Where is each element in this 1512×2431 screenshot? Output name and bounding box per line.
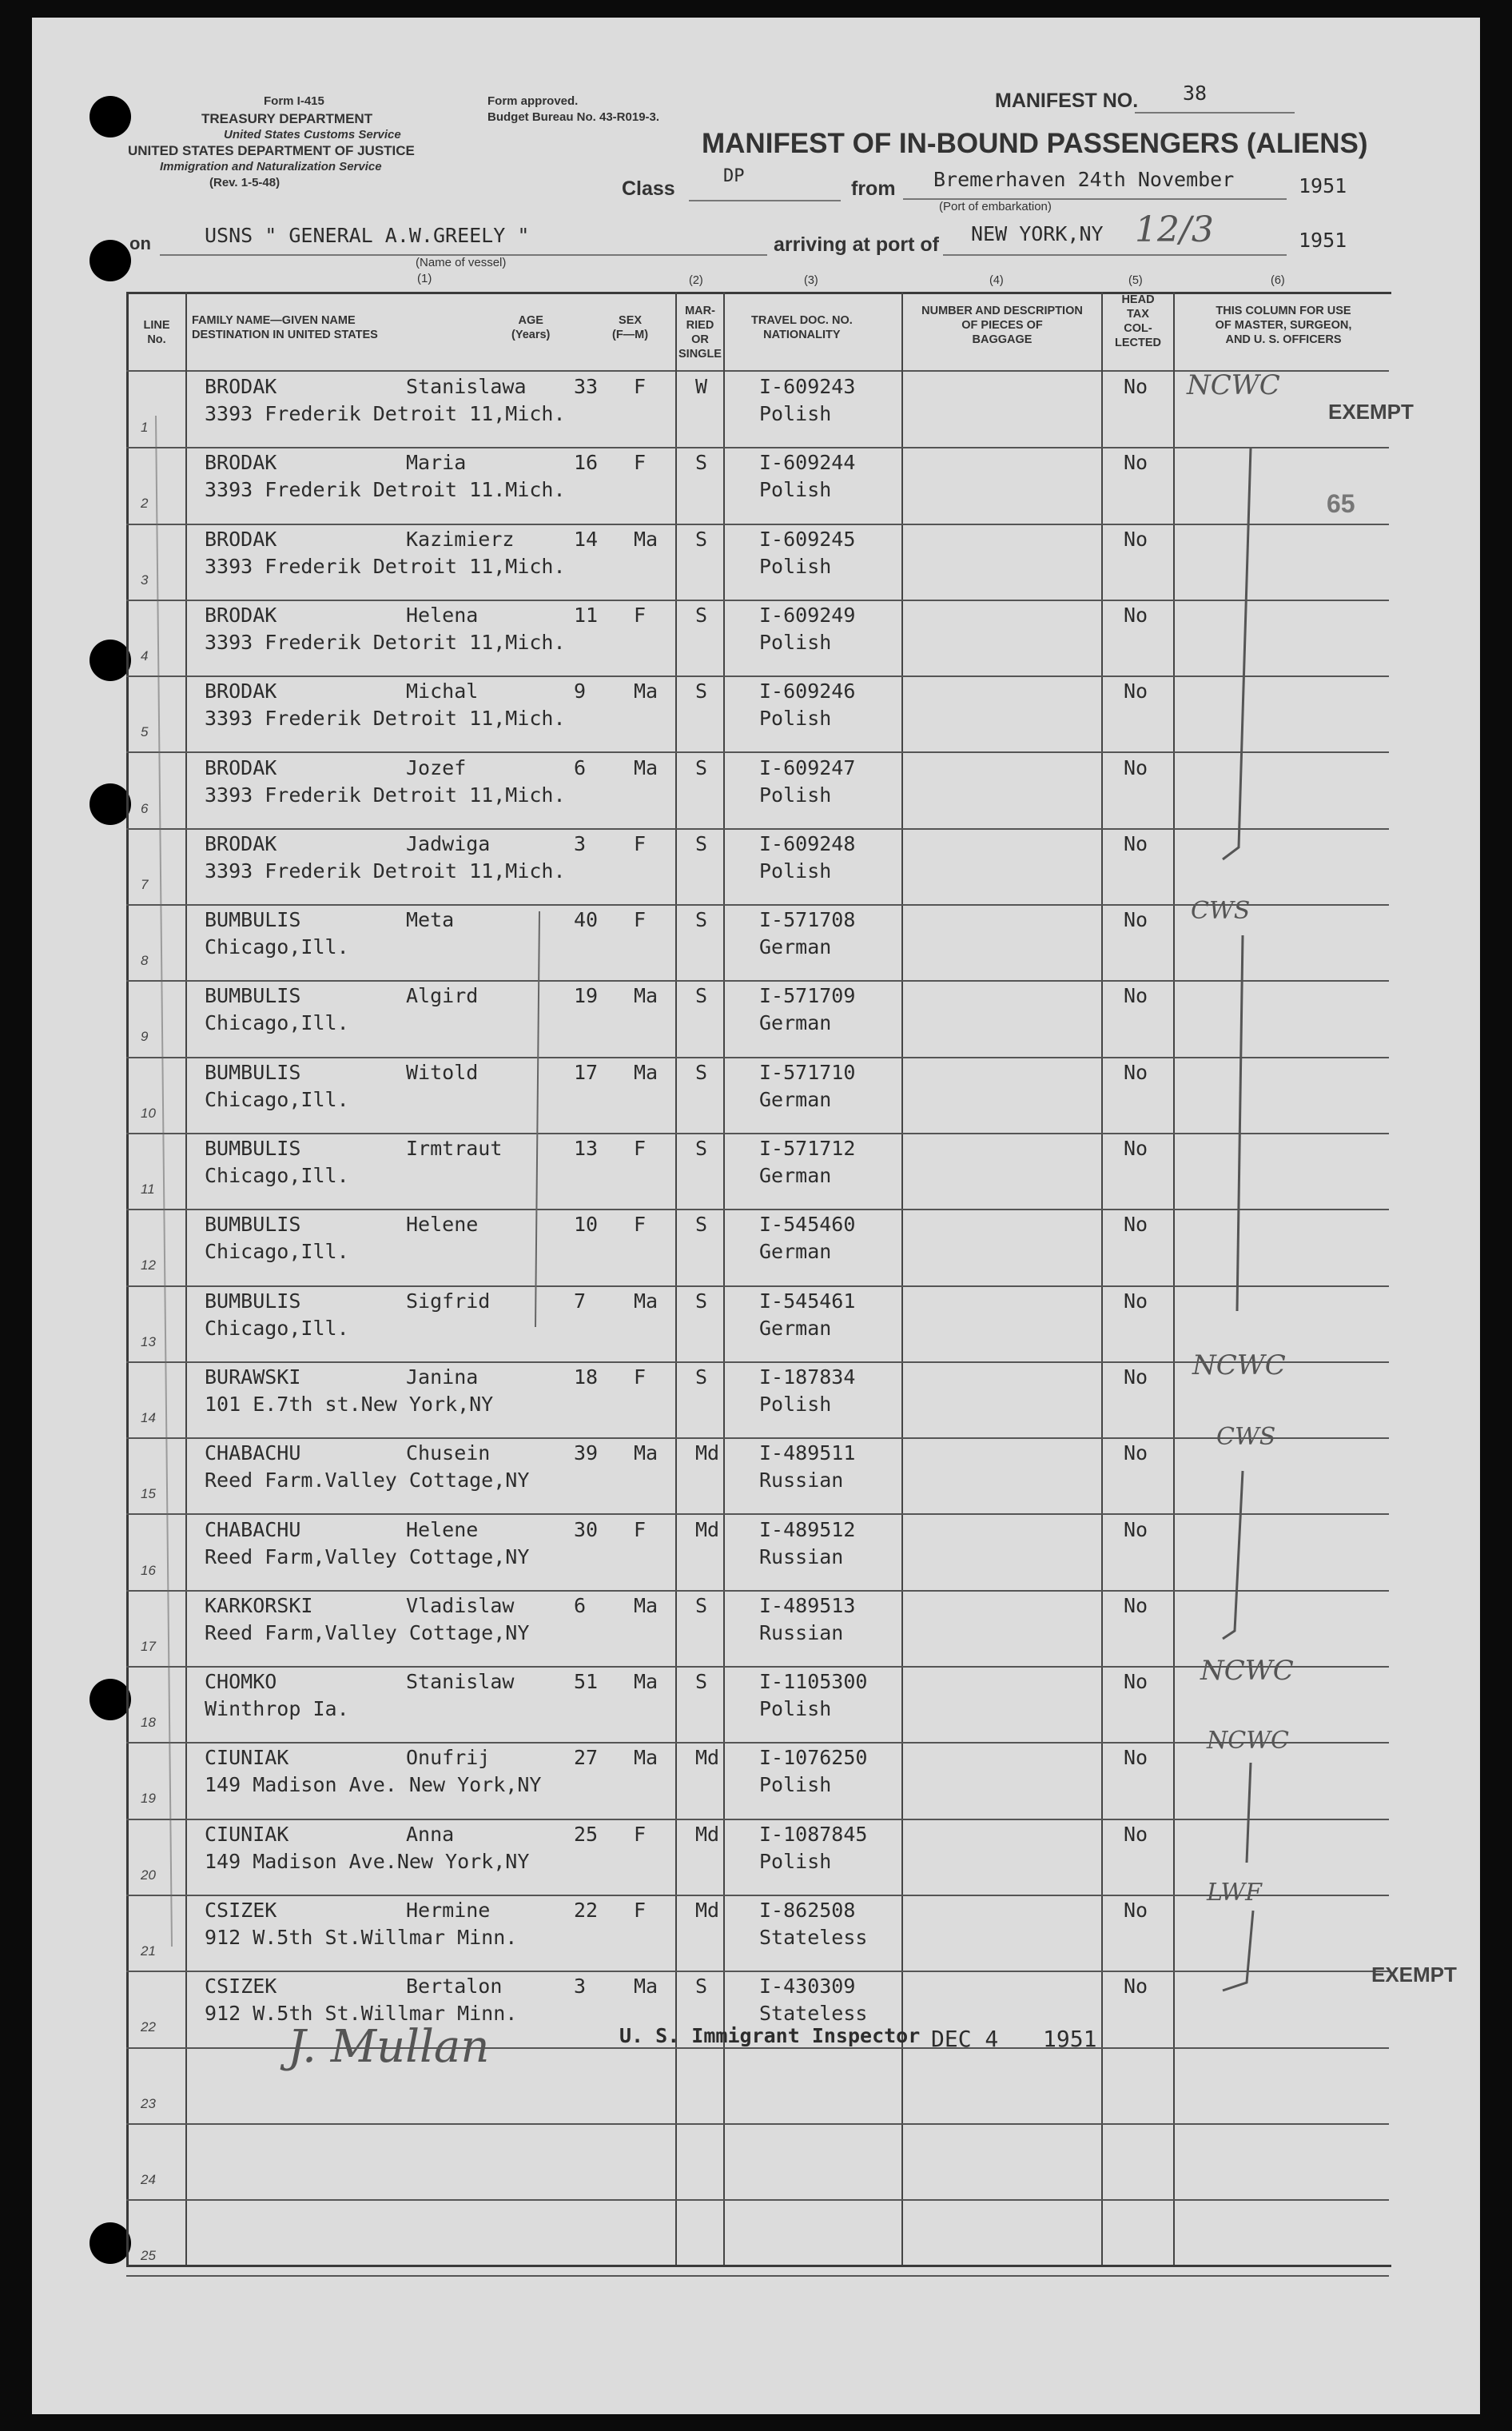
row-nationality: Polish: [759, 783, 832, 807]
row-destination: Chicago,Ill.: [205, 1087, 349, 1111]
row-given-name: Stanislawa: [406, 375, 527, 398]
row-line-number: 18: [141, 1715, 156, 1731]
row-nationality: Polish: [759, 1392, 832, 1416]
row-family-name: CSIZEK: [205, 1899, 277, 1922]
row-given-name: Michal: [406, 679, 479, 703]
row-sex: F: [634, 831, 647, 855]
row-line-number: 1: [141, 420, 149, 435]
form-number: Form I-415: [264, 94, 324, 108]
row-head-tax: No: [1124, 908, 1148, 932]
col-sex: SEX (F—M): [612, 314, 649, 341]
class-label: Class: [622, 177, 675, 200]
row-age: 3: [574, 831, 587, 855]
row-sex: F: [634, 908, 647, 932]
row-family-name: CIUNIAK: [205, 1822, 289, 1846]
row-family-name: BRODAK: [205, 603, 277, 627]
inspector-signature: J. Mullan: [288, 2021, 490, 2073]
year-1: 1951: [1299, 174, 1347, 197]
port-embark-note: (Port of embarkation): [939, 200, 1052, 213]
form-revision: (Rev. 1-5-48): [209, 176, 281, 189]
row-line-number: 22: [141, 2019, 156, 2035]
row-marital-status: S: [695, 984, 708, 1008]
row-given-name: Maria: [406, 451, 467, 475]
row-family-name: CHABACHU: [205, 1441, 301, 1465]
row-travel-doc: I-609246: [759, 679, 856, 703]
row-marital-status: S: [695, 1213, 708, 1237]
row-marital-status: S: [695, 1060, 708, 1084]
row-sex: Ma: [634, 1441, 659, 1465]
manifest-no-label: MANIFEST NO.: [995, 90, 1139, 112]
row-head-tax: No: [1124, 1975, 1148, 1999]
row-sex: Ma: [634, 679, 659, 703]
col-baggage-num: (4): [989, 274, 1004, 287]
row-line-number: 15: [141, 1486, 156, 1502]
row-destination: Reed Farm.Valley Cottage,NY: [205, 1469, 530, 1492]
row-nationality: German: [759, 1087, 832, 1111]
row-travel-doc: I-609248: [759, 831, 856, 855]
row-travel-doc: I-1105300: [759, 1670, 868, 1694]
row-given-name: Helene: [406, 1213, 479, 1237]
col-line-no: LINE No.: [143, 319, 170, 346]
col-age: AGE (Years): [511, 314, 551, 341]
row-destination: 3393 Frederik Detorit 11,Mich.: [205, 630, 566, 654]
row-age: 51: [574, 1670, 599, 1694]
ncwc-note-4: NCWC: [1207, 1727, 1289, 1755]
row-head-tax: No: [1124, 1746, 1148, 1770]
row-age: 17: [574, 1060, 599, 1084]
row-travel-doc: I-489512: [759, 1517, 856, 1541]
row-marital-status: Md: [695, 1746, 720, 1770]
row-age: 10: [574, 1213, 599, 1237]
row-head-tax: No: [1124, 1822, 1148, 1846]
row-head-tax: No: [1124, 679, 1148, 703]
row-sex: Ma: [634, 1975, 659, 1999]
row-destination: Chicago,Ill.: [205, 1164, 349, 1187]
row-family-name: BRODAK: [205, 679, 277, 703]
ncwc-note-1: NCWC: [1187, 369, 1280, 401]
row-nationality: Polish: [759, 1849, 832, 1873]
row-age: 14: [574, 527, 599, 551]
row-marital-status: S: [695, 1593, 708, 1617]
row-sex: Ma: [634, 1060, 659, 1084]
row-family-name: KARKORSKI: [205, 1593, 313, 1617]
row-head-tax: No: [1124, 1365, 1148, 1389]
manifest-no: 38: [1183, 82, 1208, 105]
row-destination: 3393 Frederik Detroit 11,Mich.: [205, 402, 566, 425]
row-family-name: BRODAK: [205, 451, 277, 475]
row-given-name: Janina: [406, 1365, 479, 1389]
budget-bureau: Budget Bureau No. 43-R019-3.: [487, 110, 660, 124]
row-age: 40: [574, 908, 599, 932]
row-age: 30: [574, 1517, 599, 1541]
row-sex: Ma: [634, 527, 659, 551]
row-family-name: BRODAK: [205, 755, 277, 779]
row-family-name: BRODAK: [205, 831, 277, 855]
row-sex: Ma: [634, 984, 659, 1008]
row-destination: 912 W.5th St.Willmar Minn.: [205, 1926, 518, 1949]
from-value: Bremerhaven 24th November: [933, 168, 1235, 191]
row-sex: F: [634, 1365, 647, 1389]
col-name: FAMILY NAME—GIVEN NAME DESTINATION IN UNITED STATES: [192, 314, 378, 341]
row-nationality: Polish: [759, 859, 832, 883]
row-age: 13: [574, 1137, 599, 1160]
row-age: 19: [574, 984, 599, 1008]
row-marital-status: Md: [695, 1441, 720, 1465]
vessel-name: USNS " GENERAL A.W.GREELY ": [205, 224, 530, 247]
row-travel-doc: I-489511: [759, 1441, 856, 1465]
row-sex: F: [634, 451, 647, 475]
row-destination: Chicago,Ill.: [205, 1316, 349, 1340]
row-sex: Ma: [634, 1746, 659, 1770]
row-line-number: 4: [141, 648, 149, 664]
row-marital-status: Md: [695, 1822, 720, 1846]
row-given-name: Jozef: [406, 755, 467, 779]
row-age: 22: [574, 1899, 599, 1922]
row-destination: Chicago,Ill.: [205, 1011, 349, 1035]
row-destination: 101 E.7th st.New York,NY: [205, 1392, 494, 1416]
row-head-tax: No: [1124, 375, 1148, 398]
justice-dept: UNITED STATES DEPARTMENT OF JUSTICE: [128, 143, 415, 158]
row-line-number: 10: [141, 1105, 156, 1121]
row-nationality: Polish: [759, 402, 832, 425]
row-line-number: 6: [141, 800, 149, 816]
arrival-port: NEW YORK,NY: [971, 222, 1104, 245]
row-age: 6: [574, 755, 587, 779]
vessel-note: (Name of vessel): [416, 256, 507, 269]
exempt-stamp-top: EXEMPT: [1328, 400, 1414, 424]
treasury-dept: TREASURY DEPARTMENT: [201, 111, 373, 126]
row-travel-doc: I-1076250: [759, 1746, 868, 1770]
row-line-number: 20: [141, 1867, 156, 1883]
row-travel-doc: I-430309: [759, 1975, 856, 1999]
row-sex: F: [634, 1899, 647, 1922]
row-nationality: Russian: [759, 1620, 844, 1644]
row-given-name: Helena: [406, 603, 479, 627]
row-head-tax: No: [1124, 1593, 1148, 1617]
col-baggage: NUMBER AND DESCRIPTION OF PIECES OF BAGGAGE: [921, 305, 1083, 346]
row-marital-status: S: [695, 1670, 708, 1694]
row-given-name: Anna: [406, 1822, 455, 1846]
row-given-name: Irmtraut: [406, 1137, 503, 1160]
row-travel-doc: I-545460: [759, 1213, 856, 1237]
row-given-name: Vladislaw: [406, 1593, 515, 1617]
row-family-name: BUMBULIS: [205, 1137, 301, 1160]
row-marital-status: S: [695, 603, 708, 627]
row-marital-status: S: [695, 831, 708, 855]
row-head-tax: No: [1124, 527, 1148, 551]
col-head-tax-num: (5): [1128, 274, 1143, 287]
row-line-number: 5: [141, 724, 149, 740]
row-age: 9: [574, 679, 587, 703]
row-destination: 3393 Frederik Detroit 11.Mich.: [205, 478, 566, 502]
from-label: from: [851, 177, 896, 200]
row-line-number: 21: [141, 1943, 156, 1959]
inspector-label: U. S. Immigrant Inspector: [619, 2024, 921, 2047]
row-marital-status: W: [695, 375, 708, 398]
row-head-tax: No: [1124, 1670, 1148, 1694]
row-family-name: BUMBULIS: [205, 1289, 301, 1313]
row-head-tax: No: [1124, 1060, 1148, 1084]
year-2: 1951: [1299, 229, 1347, 252]
row-marital-status: S: [695, 755, 708, 779]
row-sex: F: [634, 1517, 647, 1541]
row-line-number: 23: [141, 2095, 156, 2111]
row-destination: Chicago,Ill.: [205, 1240, 349, 1264]
row-age: 33: [574, 375, 599, 398]
row-marital-status: S: [695, 1365, 708, 1389]
cws-note-1: CWS: [1191, 897, 1251, 925]
lwf-note: LWF: [1207, 1879, 1262, 1907]
row-family-name: CHOMKO: [205, 1670, 277, 1694]
row-head-tax: No: [1124, 1137, 1148, 1160]
row-head-tax: No: [1124, 1289, 1148, 1313]
row-travel-doc: I-609249: [759, 603, 856, 627]
ins-service: Immigration and Naturalization Service: [160, 160, 382, 173]
row-sex: F: [634, 1822, 647, 1846]
col-head-tax: HEAD TAX COL- LECTED: [1115, 293, 1161, 349]
row-travel-doc: I-609243: [759, 375, 856, 398]
row-line-number: 12: [141, 1257, 156, 1273]
row-nationality: Polish: [759, 478, 832, 502]
row-given-name: Algird: [406, 984, 479, 1008]
row-marital-status: S: [695, 451, 708, 475]
row-nationality: German: [759, 935, 832, 959]
row-family-name: BURAWSKI: [205, 1365, 301, 1389]
row-line-number: 11: [141, 1182, 155, 1197]
exempt-stamp-bottom: EXEMPT: [1371, 1963, 1457, 1987]
row-line-number: 7: [141, 876, 149, 892]
row-given-name: Meta: [406, 908, 455, 932]
row-travel-doc: I-187834: [759, 1365, 856, 1389]
row-marital-status: Md: [695, 1899, 720, 1922]
inspector-date: DEC 4: [931, 2026, 999, 2052]
row-travel-doc: I-609244: [759, 451, 856, 475]
row-age: 16: [574, 451, 599, 475]
row-line-number: 17: [141, 1638, 156, 1654]
row-head-tax: No: [1124, 755, 1148, 779]
row-age: 6: [574, 1593, 587, 1617]
row-line-number: 2: [141, 496, 149, 512]
row-marital-status: S: [695, 908, 708, 932]
row-destination: Reed Farm,Valley Cottage,NY: [205, 1620, 530, 1644]
row-given-name: Jadwiga: [406, 831, 491, 855]
row-line-number: 25: [141, 2248, 156, 2264]
row-destination: Reed Farm,Valley Cottage,NY: [205, 1544, 530, 1568]
on-label: on: [129, 233, 151, 253]
row-family-name: BRODAK: [205, 375, 277, 398]
row-marital-status: Md: [695, 1517, 720, 1541]
row-marital-status: S: [695, 1137, 708, 1160]
row-destination: 3393 Frederik Detroit 11,Mich.: [205, 783, 566, 807]
row-travel-doc: I-489513: [759, 1593, 856, 1617]
row-line-number: 9: [141, 1029, 149, 1045]
row-family-name: CIUNIAK: [205, 1746, 289, 1770]
row-line-number: 24: [141, 2171, 156, 2187]
row-destination: 3393 Frederik Detroit 11,Mich.: [205, 859, 566, 883]
row-line-number: 16: [141, 1562, 156, 1578]
row-sex: F: [634, 603, 647, 627]
row-given-name: Witold: [406, 1060, 479, 1084]
row-travel-doc: I-571712: [759, 1137, 856, 1160]
row-travel-doc: I-571708: [759, 908, 856, 932]
row-line-number: 13: [141, 1333, 156, 1349]
row-nationality: German: [759, 1164, 832, 1187]
row-family-name: CHABACHU: [205, 1517, 301, 1541]
col-officers: THIS COLUMN FOR USE OF MASTER, SURGEON, AND U. S. OFFICERS: [1215, 305, 1352, 346]
row-travel-doc: I-862508: [759, 1899, 856, 1922]
row-travel-doc: I-545461: [759, 1289, 856, 1313]
row-nationality: Polish: [759, 1697, 832, 1721]
col-married: MAR- RIED OR SINGLE: [678, 305, 722, 361]
row-head-tax: No: [1124, 831, 1148, 855]
row-family-name: BUMBULIS: [205, 984, 301, 1008]
row-age: 39: [574, 1441, 599, 1465]
col-married-num: (2): [689, 274, 703, 287]
row-sex: Ma: [634, 755, 659, 779]
form-approved: Form approved.: [487, 94, 579, 108]
row-travel-doc: I-1087845: [759, 1822, 868, 1846]
row-head-tax: No: [1124, 1441, 1148, 1465]
row-sex: Ma: [634, 1670, 659, 1694]
row-nationality: Polish: [759, 707, 832, 731]
row-nationality: Stateless: [759, 2002, 868, 2026]
row-age: 27: [574, 1746, 599, 1770]
row-destination: 3393 Frederik Detroit 11,Mich.: [205, 554, 566, 578]
row-destination: 149 Madison Ave.New York,NY: [205, 1849, 530, 1873]
row-head-tax: No: [1124, 603, 1148, 627]
number-stamp-65: 65: [1327, 489, 1355, 518]
row-sex: Ma: [634, 1593, 659, 1617]
row-line-number: 19: [141, 1791, 156, 1807]
row-destination: 149 Madison Ave. New York,NY: [205, 1773, 542, 1797]
row-given-name: Helene: [406, 1517, 479, 1541]
inspector-year: 1951: [1043, 2026, 1097, 2052]
row-travel-doc: I-609247: [759, 755, 856, 779]
ncwc-note-2: NCWC: [1192, 1349, 1286, 1381]
arrival-date-hand: 12/3: [1135, 209, 1214, 250]
manifest-title: MANIFEST OF IN-BOUND PASSENGERS (ALIENS): [702, 128, 1368, 159]
row-marital-status: S: [695, 527, 708, 551]
row-family-name: BUMBULIS: [205, 1213, 301, 1237]
row-age: 18: [574, 1365, 599, 1389]
row-sex: F: [634, 375, 647, 398]
class-value: DP: [723, 166, 745, 186]
col-officers-num: (6): [1271, 274, 1285, 287]
row-destination: Winthrop Ia.: [205, 1697, 349, 1721]
row-given-name: Stanislaw: [406, 1670, 515, 1694]
row-given-name: Kazimierz: [406, 527, 515, 551]
row-sex: Ma: [634, 1289, 659, 1313]
row-sex: F: [634, 1213, 647, 1237]
row-head-tax: No: [1124, 1517, 1148, 1541]
row-family-name: BUMBULIS: [205, 1060, 301, 1084]
row-travel-doc: I-609245: [759, 527, 856, 551]
row-travel-doc: I-571709: [759, 984, 856, 1008]
row-nationality: Polish: [759, 630, 832, 654]
col-doc-num: (3): [804, 274, 818, 287]
col-doc: TRAVEL DOC. NO. NATIONALITY: [751, 314, 853, 341]
customs-service: United States Customs Service: [224, 128, 401, 141]
row-head-tax: No: [1124, 1899, 1148, 1922]
row-head-tax: No: [1124, 451, 1148, 475]
row-destination: Chicago,Ill.: [205, 935, 349, 959]
row-head-tax: No: [1124, 1213, 1148, 1237]
row-sex: F: [634, 1137, 647, 1160]
row-age: 11: [574, 603, 599, 627]
row-age: 25: [574, 1822, 599, 1846]
vessel-col-num: (1): [417, 272, 432, 285]
row-nationality: Russian: [759, 1544, 844, 1568]
row-nationality: German: [759, 1011, 832, 1035]
row-line-number: 14: [141, 1409, 156, 1425]
row-given-name: Sigfrid: [406, 1289, 491, 1313]
row-line-number: 3: [141, 572, 149, 588]
row-nationality: German: [759, 1240, 832, 1264]
row-travel-doc: I-571710: [759, 1060, 856, 1084]
row-marital-status: S: [695, 1289, 708, 1313]
row-marital-status: S: [695, 1975, 708, 1999]
row-family-name: CSIZEK: [205, 1975, 277, 1999]
row-destination: 912 W.5th St.Willmar Minn.: [205, 2002, 518, 2026]
row-age: 7: [574, 1289, 587, 1313]
row-given-name: Chusein: [406, 1441, 491, 1465]
row-nationality: Polish: [759, 1773, 832, 1797]
row-destination: 3393 Frederik Detroit 11,Mich.: [205, 707, 566, 731]
row-given-name: Hermine: [406, 1899, 491, 1922]
row-nationality: Russian: [759, 1469, 844, 1492]
row-given-name: Bertalon: [406, 1975, 503, 1999]
arriving-label: arriving at port of: [774, 233, 939, 256]
row-nationality: Stateless: [759, 1926, 868, 1949]
row-family-name: BUMBULIS: [205, 908, 301, 932]
row-age: 3: [574, 1975, 587, 1999]
row-marital-status: S: [695, 679, 708, 703]
cws-note-2: CWS: [1216, 1423, 1276, 1451]
row-nationality: Polish: [759, 554, 832, 578]
row-given-name: Onufrij: [406, 1746, 491, 1770]
row-nationality: German: [759, 1316, 832, 1340]
ncwc-note-3: NCWC: [1200, 1655, 1294, 1687]
row-head-tax: No: [1124, 984, 1148, 1008]
row-family-name: BRODAK: [205, 527, 277, 551]
row-line-number: 8: [141, 953, 149, 969]
